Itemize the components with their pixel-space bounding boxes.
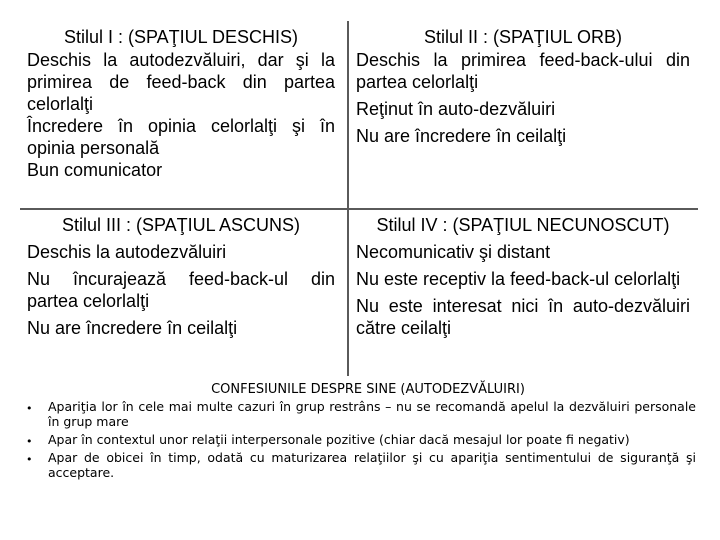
quadrant-line: Nu are încredere în ceilalţi	[27, 318, 238, 338]
notes-list	[20, 399, 696, 480]
quadrant-line: Deschis la autodezvăluiri	[27, 242, 227, 262]
quadrant-line: Încredere în opinia celorlalţi şi în opinia personală	[27, 116, 335, 158]
quadrant-title: Stilul I : (SPAŢIUL DESCHIS)	[63, 27, 299, 47]
quadrant-open-space	[27, 26, 335, 181]
table-horizontal-divider	[20, 208, 698, 210]
quadrant-title: Stilul II : (SPAŢIUL ORB)	[423, 27, 623, 47]
quadrant-line: Necomunicativ şi distant	[356, 242, 551, 262]
bullet-icon: •	[26, 453, 33, 466]
quadrant-line: Nu încurajează feed-back-ul din partea celorlalţi	[27, 269, 335, 311]
self-disclosure-notes	[20, 382, 696, 483]
list-item	[20, 399, 696, 429]
table-vertical-divider	[347, 21, 349, 376]
quadrant-line: Nu are încredere în ceilalţi	[356, 126, 567, 146]
quadrant-line: Deschis la primirea feed-back-ului din partea celorlalţi	[356, 50, 690, 92]
bullet-icon: •	[26, 402, 33, 415]
johari-window-table	[20, 21, 698, 376]
notes-heading: CONFESIUNILE DESPRE SINE (AUTODEZVĂLUIRI)	[211, 382, 525, 397]
quadrant-line: Bun comunicator	[27, 160, 163, 180]
quadrant-blind-space	[356, 26, 690, 147]
list-item-text: Apar de obicei în timp, odată cu maturizarea relaţiilor şi cu apariţia sentimentului de siguranţă şi acceptare.	[48, 450, 696, 480]
quadrant-title: Stilul III : (SPAŢIUL ASCUNS)	[61, 215, 301, 235]
list-item	[20, 450, 696, 480]
quadrant-line: Reţinut în auto-dezvăluiri	[356, 99, 556, 119]
list-item	[20, 432, 696, 447]
list-item-text: Apariţia lor în cele mai multe cazuri în grup restrâns – nu se recomandă apelul la dezvăluiri personale în grup mare	[48, 399, 696, 429]
quadrant-line: Nu este interesat nici în auto-dezvăluiri către ceilalţi	[356, 296, 690, 338]
bullet-icon: •	[26, 435, 33, 448]
quadrant-line: Nu este receptiv la feed-back-ul celorlalţi	[356, 269, 681, 289]
list-item-text: Apar în contextul unor relaţii interpersonale pozitive (chiar dacă mesajul lor poate fi negativ)	[48, 432, 630, 447]
quadrant-unknown-space	[356, 214, 690, 339]
quadrant-hidden-space	[27, 214, 335, 339]
quadrant-line: Deschis la autodezvăluiri, dar şi la primirea de feed-back din partea celorlalţi	[27, 50, 335, 114]
quadrant-title: Stilul IV : (SPAŢIUL NECUNOSCUT)	[376, 215, 670, 235]
